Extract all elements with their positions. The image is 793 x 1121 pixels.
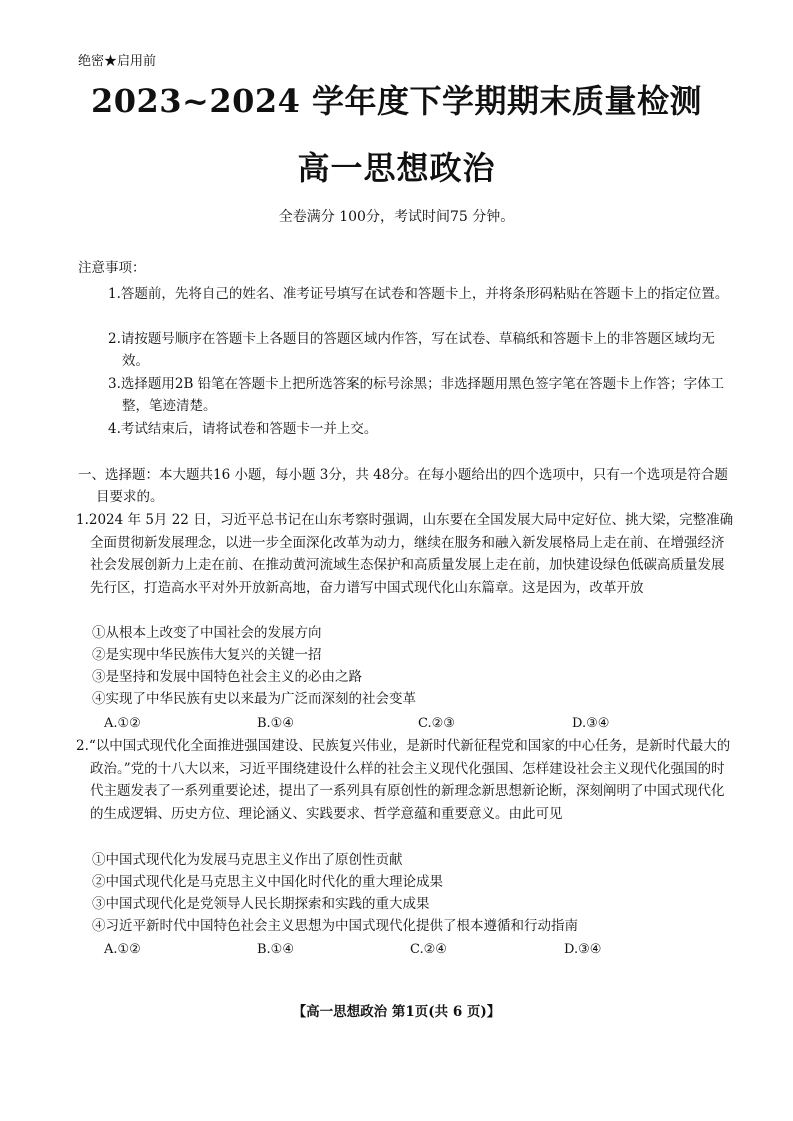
question-2-option: ③中国式现代化是党领导人民长期探索和实践的重大成果 (92, 896, 430, 912)
question-1-option: ④实现了中华民族有史以来最为广泛而深刻的社会变革 (92, 691, 416, 707)
question-1-choice-d: D.③④ (572, 716, 610, 731)
exam-info: 全卷满分 100分，考试时间75 分钟。 (278, 209, 515, 225)
note-item: 1.答题前，先将自己的姓名、准考证号填写在试卷和答题卡上，并将条形码粘贴在答题卡上的指定位置。 (108, 286, 729, 302)
question-2-option: ④习近平新时代中国特色社会主义思想为中国式现代化提供了根本遵循和行动指南 (92, 918, 578, 934)
question-1-option: ③是坚持和发展中国特色社会主义的必由之路 (92, 669, 362, 685)
question-1-stem: 1.2024 年 5月 22 日，习近平总书记在山东考察时强调，山东要在全国发展大局中定好位、挑大梁，完整准确全面贯彻新发展理念，以进一步全面深化改革为动力，继续在服务和融入新发展格局上走在前、在增强经济社会发展创新力上走在前、在推动黄河流域生态保护和高质量发展上走在前，加快建设绿色低碳高质量发展先行区，打造高水平对外开放新高地，奋力谱写中国式现代化山东篇章。这是因为，改革开放 (76, 512, 734, 596)
note-item: 2.请按题号顺序在答题卡上各题目的答题区域内作答，写在试卷、草稿纸和答题卡上的非答题区域均无效。 (108, 331, 715, 369)
question-2-choice-c: C.②④ (410, 942, 447, 957)
confidential-mark: 绝密★启用前 (78, 54, 157, 69)
question-1-option: ②是实现中华民族伟大复兴的关键一招 (92, 647, 322, 663)
question-2-choice-d: D.③④ (564, 942, 602, 957)
question-2-choice-a: A.①② (104, 942, 141, 957)
question-1-choice-c: C.②③ (418, 716, 455, 731)
question-2-option: ②中国式现代化是马克思主义中国化时代化的重大理论成果 (92, 874, 443, 890)
note-item: 3.选择题用2B 铅笔在答题卡上把所选答案的标号涂黑；非选择题用黑色签字笔在答题卡上作答；字体工整，笔迹清楚。 (108, 376, 725, 414)
question-2-choice-b: B.①④ (257, 942, 294, 957)
section-instruction: 一、选择题：本大题共16 小题，每小题 3分，共 48分。在每小题给出的四个选项中，只有一个选项是符合题目要求的。 (78, 467, 728, 505)
notes-heading: 注意事项： (78, 260, 146, 276)
page-footer: 【高一思想政治 第1页(共 6 页)】 (292, 1004, 501, 1020)
exam-title: 2023~2024 学年度下学期期末质量检测 (90, 82, 703, 120)
question-1-choice-b: B.①④ (257, 716, 294, 731)
question-2-stem: 2.“以中国式现代化全面推进强国建设、民族复兴伟业，是新时代新征程党和国家的中心任务，是新时代最大的政治。”党的十八大以来，习近平围绕建设什么样的社会主义现代化强国、怎样建设社会主义现代化强国的时代主题发表了一系列重要论述，提出了一系列具有原创性的新理念新思想新论断，深刻阐明了中国式现代化的生成逻辑、历史方位、理论涵义、实践要求、哲学意蕴和重要意义。由此可见 (76, 738, 731, 822)
question-2-option: ①中国式现代化为发展马克思主义作出了原创性贡献 (92, 852, 403, 868)
question-1-choice-a: A.①② (104, 716, 141, 731)
note-item: 4.考试结束后，请将试卷和答题卡一并上交。 (108, 421, 378, 437)
subject-title: 高一思想政治 (297, 149, 496, 187)
question-1-option: ①从根本上改变了中国社会的发展方向 (92, 625, 322, 641)
